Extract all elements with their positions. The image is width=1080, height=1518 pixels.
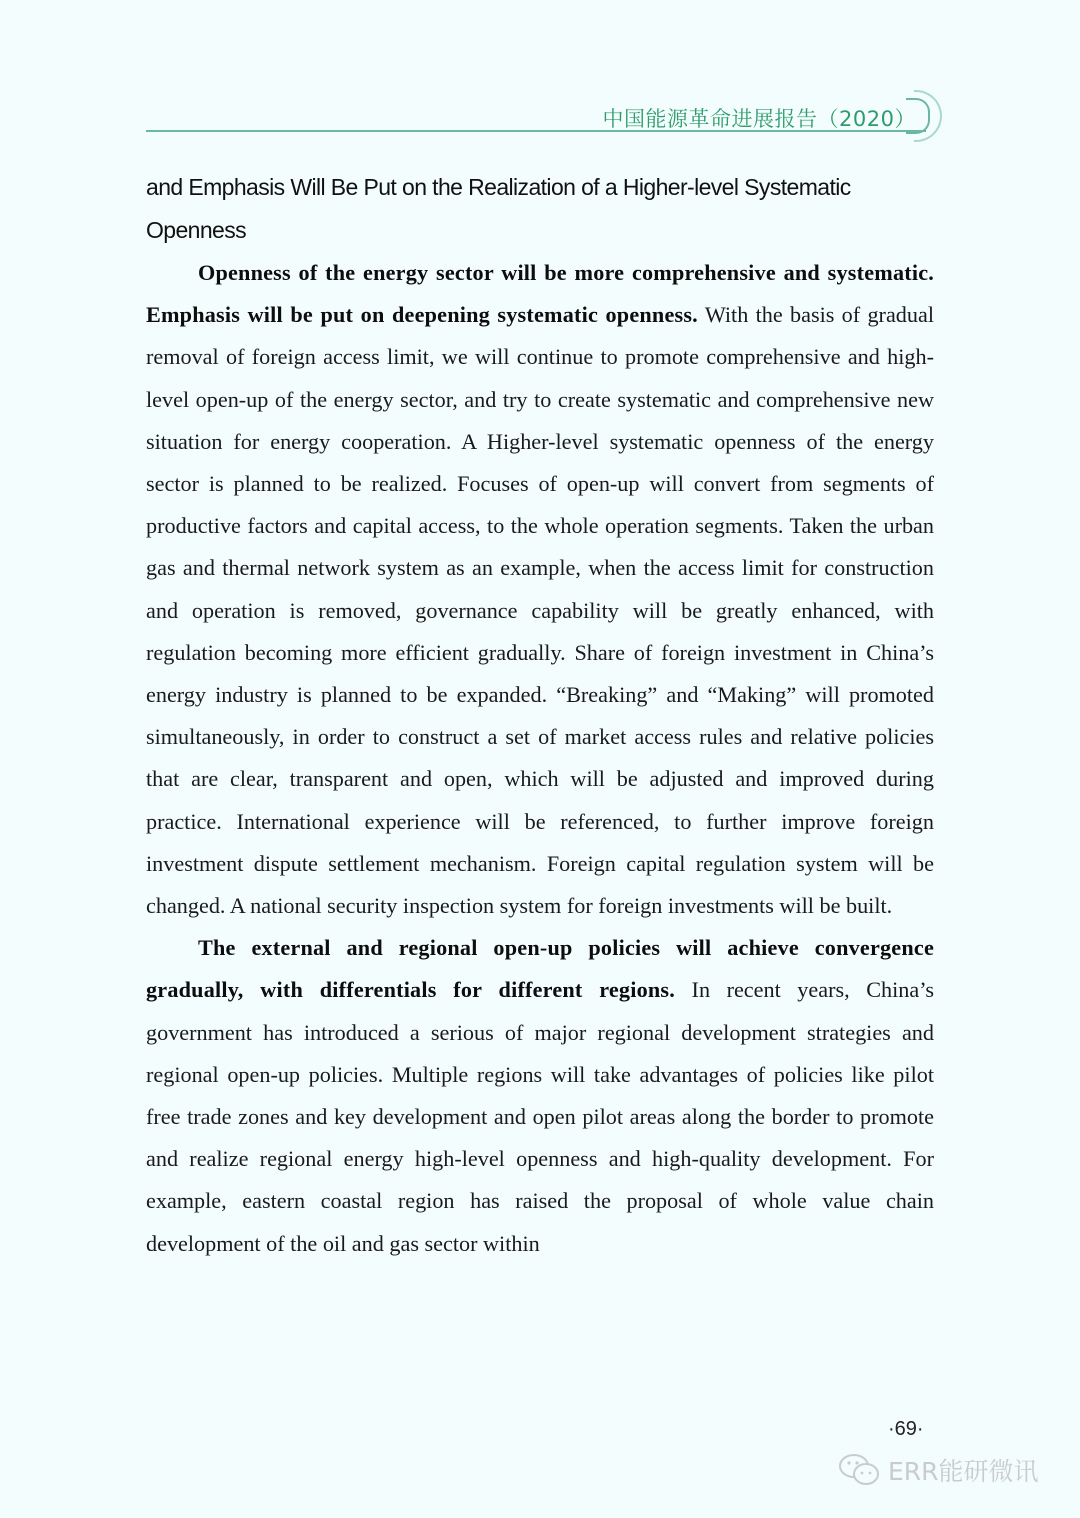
paragraph-1-lead: Openness of the energy sector will be more comprehensive and systematic. Emphasis will be put on deepening systematic openness. bbox=[146, 260, 934, 328]
page-number: ·69· bbox=[888, 1418, 924, 1440]
header-arc-decoration bbox=[914, 90, 942, 142]
paragraph-1-body: With the basis of gradual removal of foreign access limit, we will continue to promote comprehensive and high-level open-up of the energy sector, and try to create systematic and comprehensive new situation for energy cooperation. A Higher-level systematic openness of the energy sector is planned to be realized. Focuses of open-up will convert from segments of productive factors and capital access, to the whole operation segments. Taken the urban gas and thermal network system as an example, when the access limit for construction and operation is removed, governance capability will be greatly enhanced, with regulation becoming more efficient gradually. Share of foreign investment in China’s energy industry is planned to be expanded. “Breaking” and “Making” will promoted simultaneously, in order to construct a set of market access rules and relative policies that are clear, transparent and open, which will be adjusted and improved during practice. International experience will be referenced, to further improve foreign investment dispute settlement mechanism. Foreign capital regulation system will be changed. A national security inspection system for foreign investments will be built. bbox=[146, 302, 934, 919]
running-header bbox=[146, 96, 946, 144]
watermark-text: ERR能研微讯 bbox=[888, 1457, 1039, 1486]
section-heading-line-2: Openness bbox=[146, 217, 247, 243]
running-title: 中国能源革命进展报告（2020） bbox=[602, 107, 916, 131]
paragraph-2 bbox=[146, 927, 934, 1265]
page-content bbox=[146, 166, 934, 1265]
watermark bbox=[838, 1452, 1039, 1488]
paragraph-1 bbox=[146, 252, 934, 927]
paragraph-2-lead: The external and regional open-up policies will achieve convergence gradually, with differentials for different regions. bbox=[146, 935, 934, 1003]
paragraph-2-body: In recent years, China’s government has introduced a serious of major regional development strategies and regional open-up policies. Multiple regions will take advantages of policies like pilot free trade zones and key development and open pilot areas along the border to promote and realize regional energy high-level openness and high-quality development. For example, eastern coastal region has raised the proposal of whole value chain development of the oil and gas sector within bbox=[146, 977, 934, 1256]
section-heading bbox=[146, 166, 934, 252]
section-heading-line-1: and Emphasis Will Be Put on the Realization of a Higher-level Systematic bbox=[146, 174, 851, 200]
wechat-icon bbox=[838, 1453, 882, 1487]
